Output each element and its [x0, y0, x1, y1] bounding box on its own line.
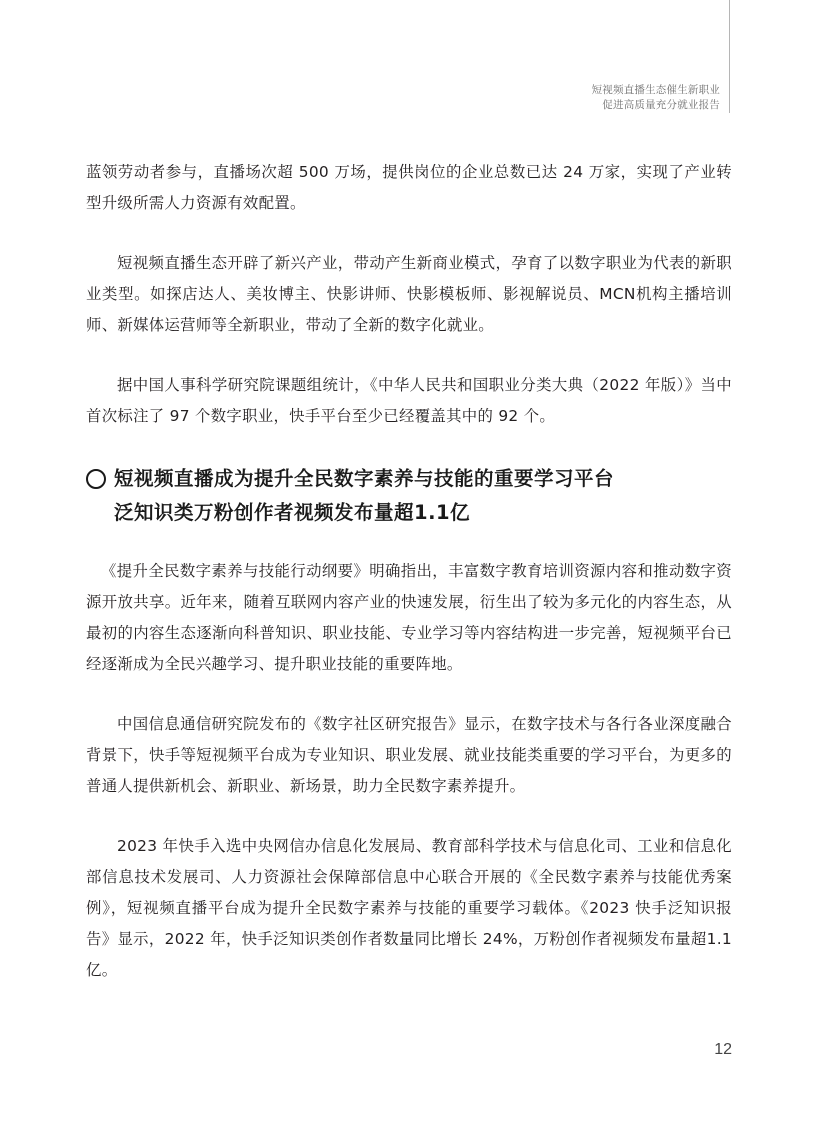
page-number: 12: [714, 1041, 732, 1058]
body-paragraph: 据中国人事科学研究院课题组统计，《中华人民共和国职业分类大典（2022 年版）》当中首次标注了 97 个数字职业，快手平台至少已经覆盖其中的 92 个。: [86, 376, 732, 425]
body-paragraph: 中国信息通信研究院发布的《数字社区研究报告》显示，在数字技术与各行各业深度融合背景下，快手等短视频平台成为专业知识、职业发展、就业技能类重要的学习平台，为更多的普通人提供新机会、新职业、新场景，助力全民数字素养提升。: [86, 715, 732, 795]
running-header-line2: 促进高质量充分就业报告: [602, 99, 720, 111]
body-paragraph: 蓝领劳动者参与，直播场次超 500 万场，提供岗位的企业总数已达 24 万家，实现了产业转型升级所需人力资源有效配置。: [86, 163, 732, 212]
section-heading: [86, 462, 732, 530]
page-body: [86, 157, 732, 986]
section-heading-line2: 泛知识类万粉创作者视频发布量超1.1亿: [114, 501, 471, 524]
running-header-line1: 短视频直播生态催生新职业: [591, 84, 720, 96]
body-paragraph: 2023 年快手入选中央网信办信息化发展局、教育部科学技术与信息化司、工业和信息化部信息技术发展司、人力资源社会保障部信息中心联合开展的《全民数字素养与技能优秀案例》，短视频直播平台成为提升全民数字素养与技能的重要学习载体。《2023 快手泛知识报告》显示，2022 年，快手泛知识类创作者数量同比增长 24%，万粉创作者视频发布量超1.1 亿。: [86, 837, 732, 979]
running-header: [592, 83, 720, 113]
body-paragraph: 短视频直播生态开辟了新兴产业，带动产生新商业模式，孕育了以数字职业为代表的新职业类型。如探店达人、美妆博主、快影讲师、快影模板师、影视解说员、MCN机构主播培训师、新媒体运营师等全新职业，带动了全新的数字化就业。: [86, 254, 732, 334]
circle-bullet-icon: [86, 469, 106, 489]
section-heading-line1: 短视频直播成为提升全民数字素养与技能的重要学习平台: [114, 467, 615, 490]
body-paragraph: 《提升全民数字素养与技能行动纲要》明确指出，丰富数字教育培训资源内容和推动数字资源开放共享。近年来，随着互联网内容产业的快速发展，衍生出了较为多元化的内容生态，从最初的内容生态逐渐向科普知识、职业技能、专业学习等内容结构进一步完善，短视频平台已经逐渐成为全民兴趣学习、提升职业技能的重要阵地。: [86, 562, 732, 673]
header-divider-line: [729, 0, 730, 113]
